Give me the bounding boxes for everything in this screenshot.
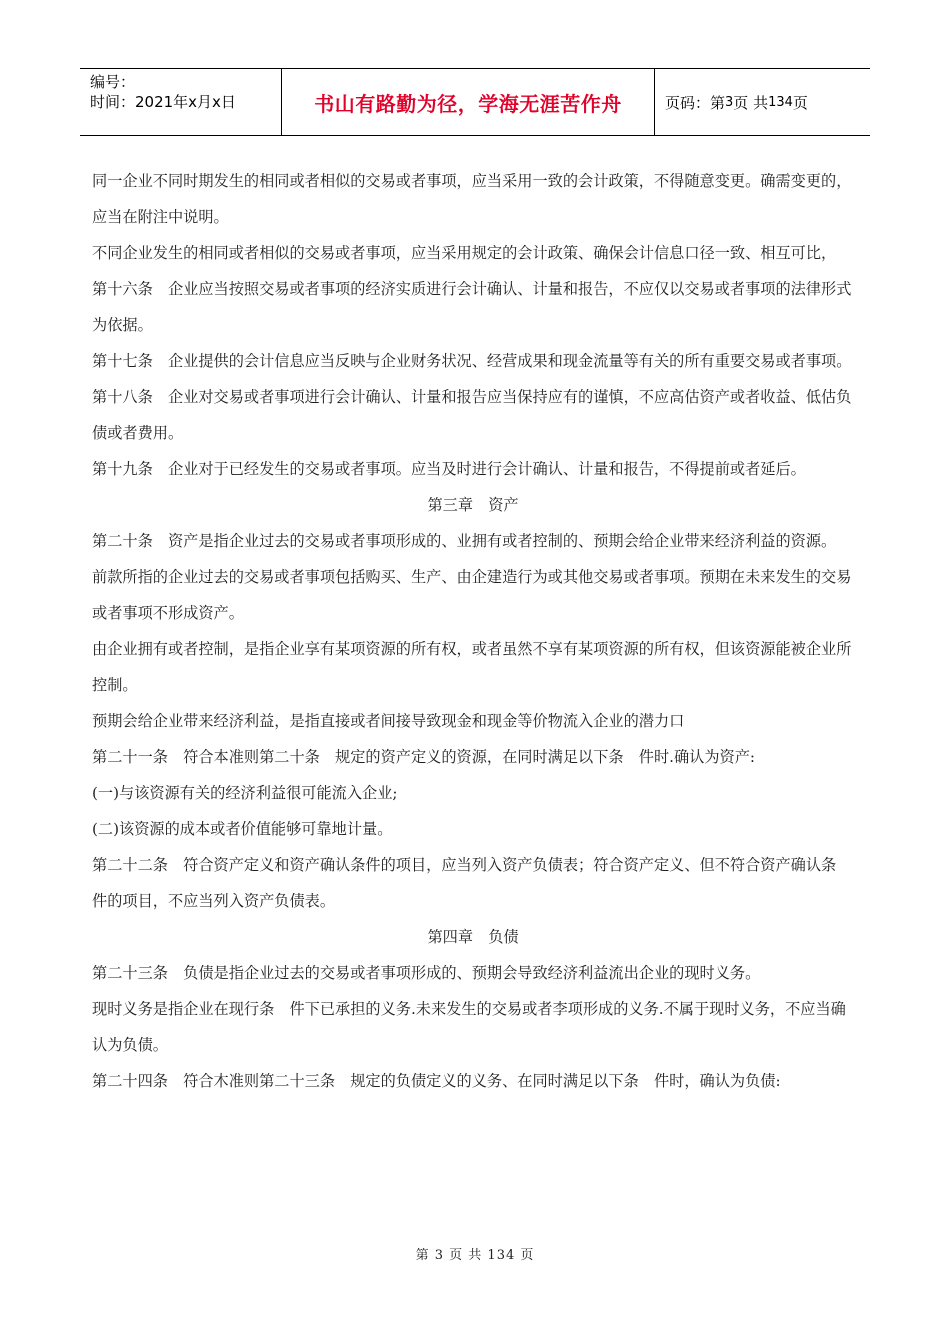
paragraph: 现时义务是指企业在现行条 件下已承担的义务.未来发生的交易或者李项形成的义务.不属于现时义务，不应当确认为负债。 <box>92 1000 846 1054</box>
page-total: 134 <box>768 94 793 110</box>
article-20: 第二十条 资产是指企业过去的交易或者事项形成的、业拥有或者控制的、预期会给企业带来经济利益的资源。 <box>92 532 837 550</box>
article-19: 第十九条 企业对于已经发生的交易或者事项。应当及时进行会计确认、计量和报告，不得提前或者延后。 <box>92 460 806 478</box>
page-info-suffix: 页 <box>792 93 808 112</box>
document-body <box>92 163 854 1099</box>
motto-cell <box>282 69 655 135</box>
list-item: (二)该资源的成本或者价值能够可靠地计量。 <box>92 820 393 838</box>
paragraph: 前款所指的企业过去的交易或者事项包括购买、生产、由企建造行为或其他交易或者事项。预期在未来发生的交易或者事项不形成资产。 <box>92 568 852 622</box>
motto-text: 书山有路勤为径，学海无涯苦作舟 <box>314 91 622 116</box>
article-17: 第十七条 企业提供的会计信息应当反映与企业财务状况、经营成果和现金流量等有关的所有重要交易或者事项。 <box>92 352 852 370</box>
page-info-mid: 页 共 <box>733 93 769 112</box>
article-22: 第二十二条 符合资产定义和资产确认条件的项目，应当列入资产负债表；符合资产定义、但不符合资产确认条 件的项目，不应当列入资产负债表。 <box>92 856 852 910</box>
page-footer: 第 3 页 共 134 页 <box>415 1248 535 1263</box>
paragraph: 预期会给企业带来经济利益，是指直接或者间接导致现金和现金等价物流入企业的潜力口 <box>92 712 685 730</box>
page-info-cell <box>655 69 870 135</box>
serial-number-label: 编号： <box>90 73 136 91</box>
article-18: 第十八条 企业对交易或者事项进行会计确认、计量和报告应当保持应有的谨慎，不应高估资产或者收益、低估负债或者费用。 <box>92 388 852 442</box>
article-21: 第二十一条 符合本准则第二十条 规定的资产定义的资源，在同时满足以下条 件时.确认为资产: <box>92 748 756 766</box>
date-line: 时间：2021年x月x日 <box>90 93 236 111</box>
paragraph: 同一企业不同时期发生的相同或者相似的交易或者事项，应当采用一致的会计政策，不得随意变更。确需变更的，应当在附注中说明。 <box>92 172 852 226</box>
article-24: 第二十四条 符合木准则第二十三条 规定的负债定义的义务、在同时满足以下条 件时，确认为负债: <box>92 1072 781 1090</box>
chapter-heading-3: 第三章 资产 <box>427 496 519 514</box>
paragraph: 不同企业发生的相同或者相似的交易或者事项，应当采用规定的会计政策、确保会计信息口径一致、相互可比， <box>92 244 837 262</box>
chapter-heading-4: 第四章 负债 <box>427 928 519 946</box>
article-16: 第十六条 企业应当按照交易或者事项的经济实质进行会计确认、计量和报告，不应仅以交易或者事项的法律形式为依据。 <box>92 280 852 334</box>
page-info-prefix: 页码：第 <box>665 93 726 112</box>
list-item: (一)与该资源有关的经济利益很可能流入企业; <box>92 784 398 802</box>
article-23: 第二十三条 负债是指企业过去的交易或者事项形成的、预期会导致经济利益流出企业的现时义务。 <box>92 964 761 982</box>
paragraph: 由企业拥有或者控制，是指企业享有某项资源的所有权，或者虽然不享有某项资源的所有权，但该资源能被企业所控制。 <box>92 640 852 694</box>
document-header <box>80 68 870 136</box>
page-current: 3 <box>725 94 734 110</box>
header-meta-cell <box>80 69 282 135</box>
